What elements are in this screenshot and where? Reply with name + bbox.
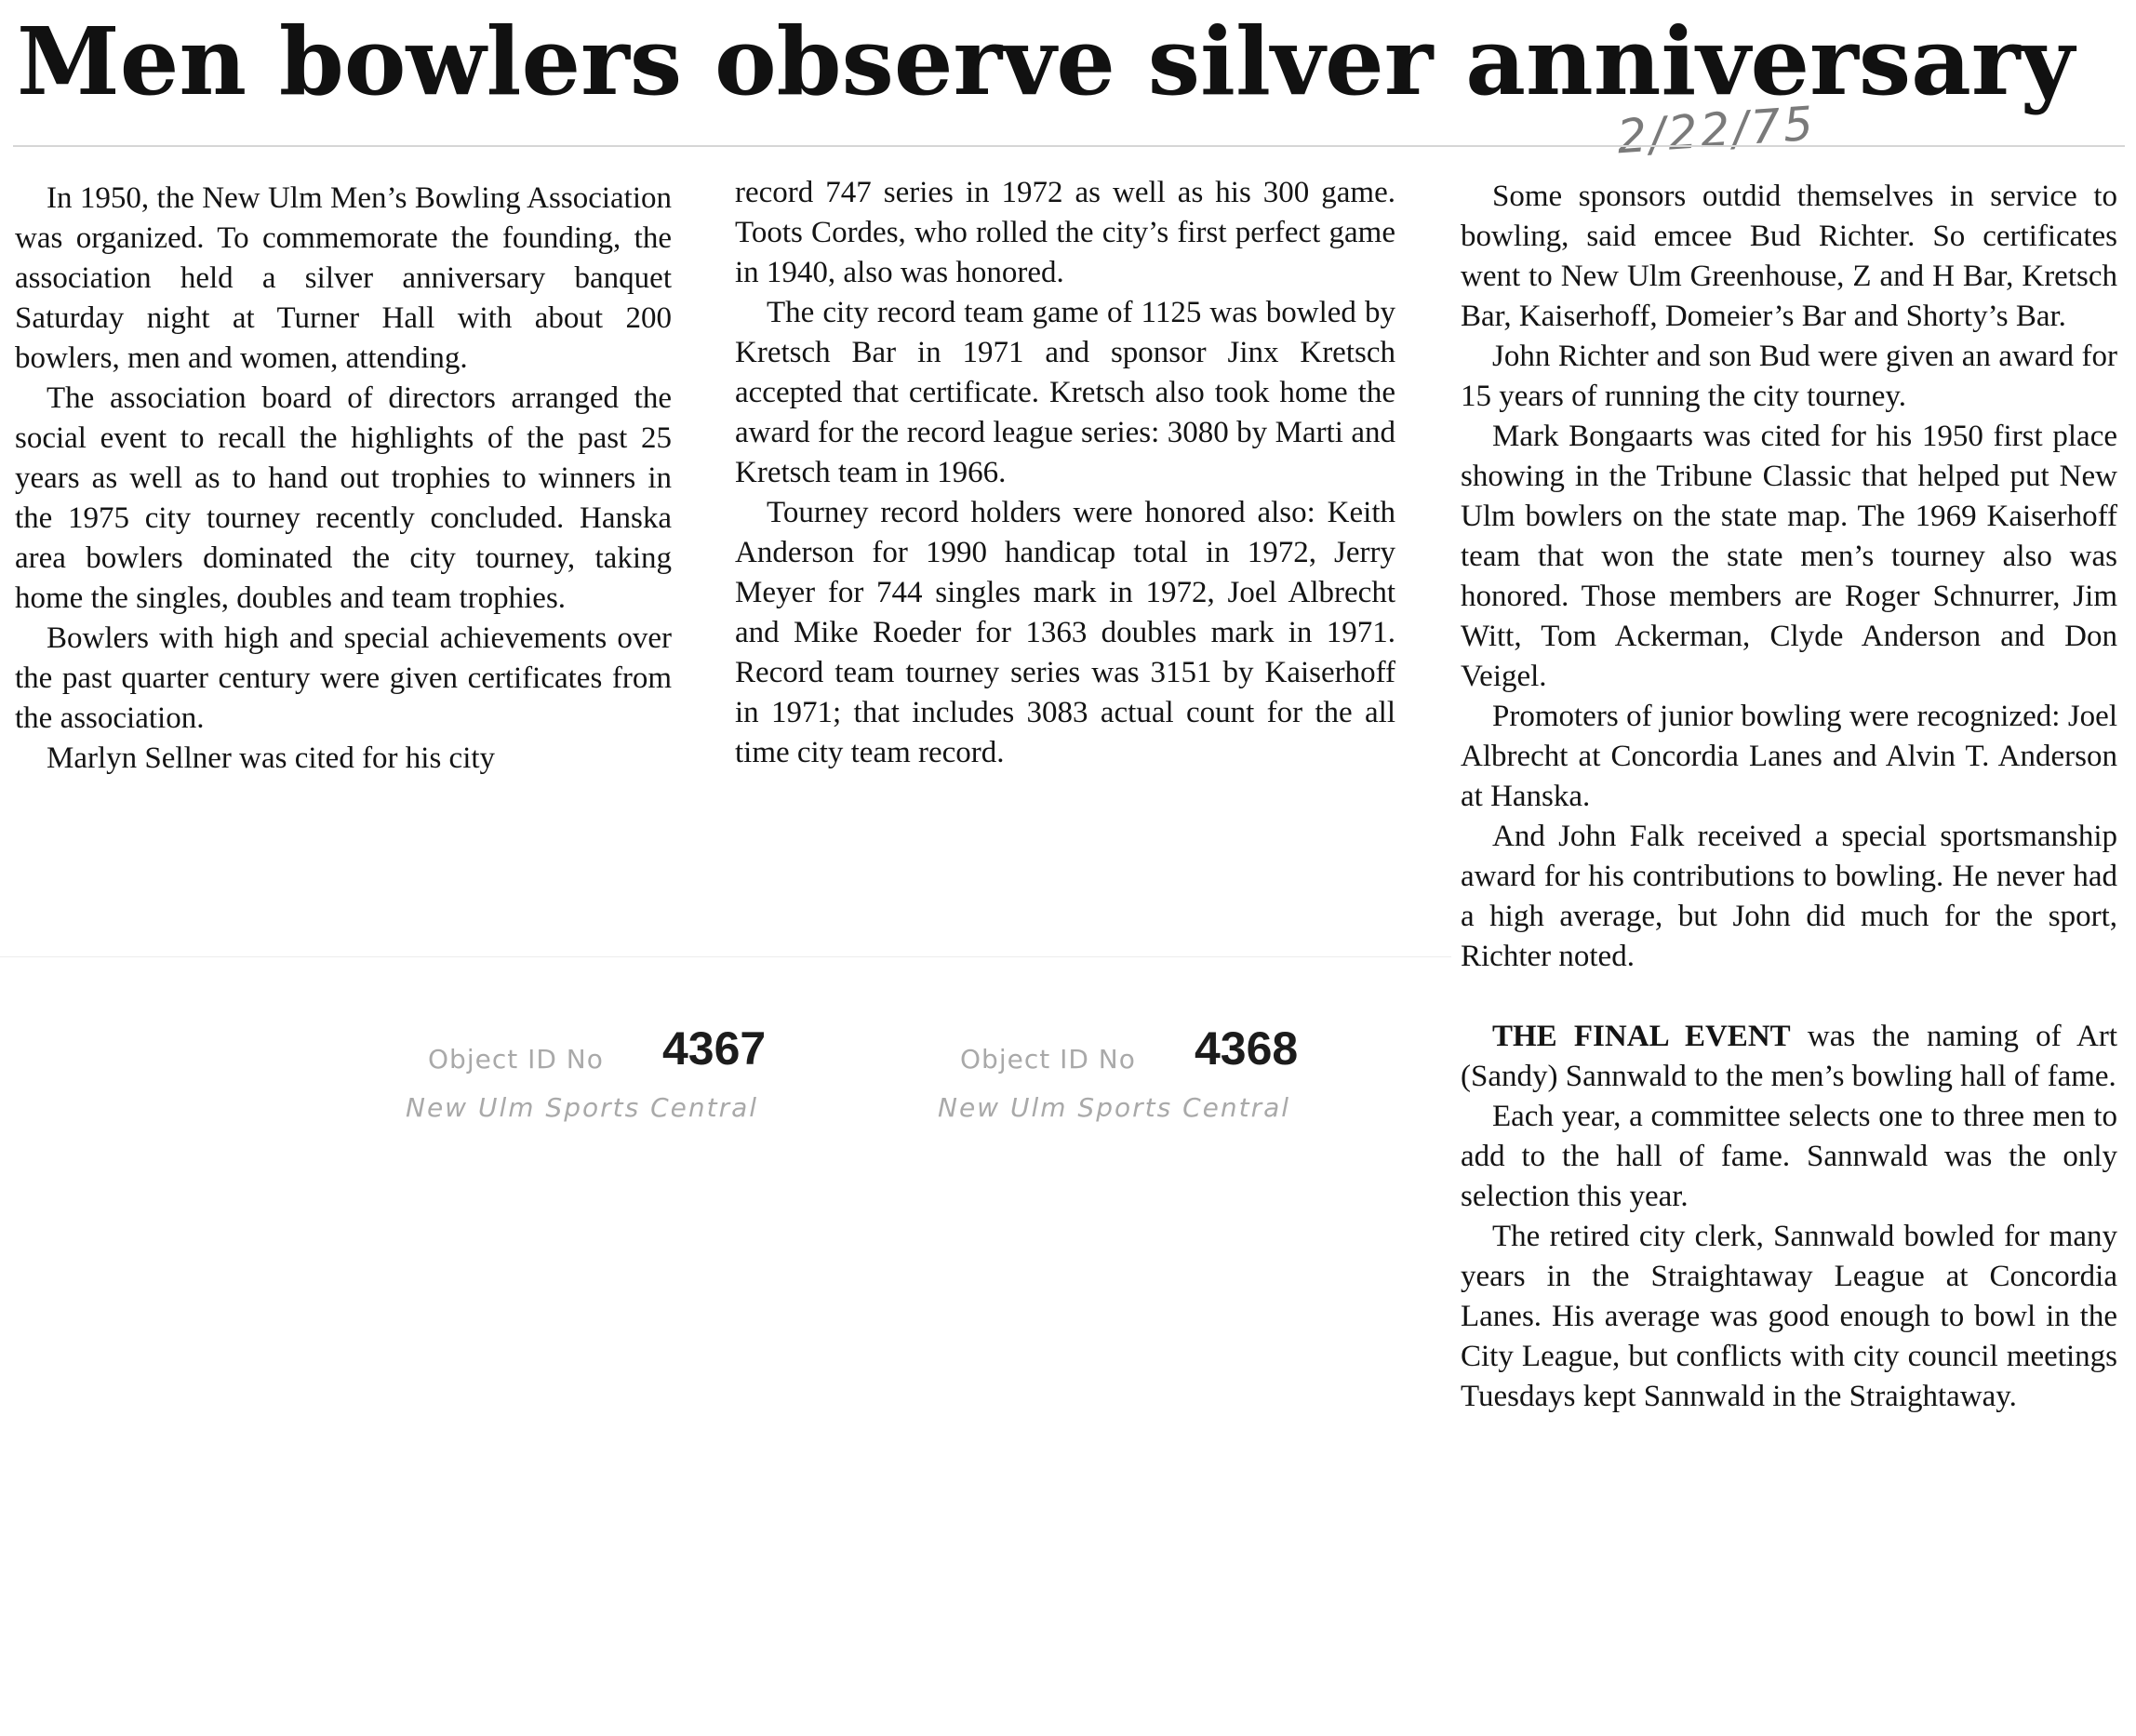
paragraph: Marlyn Sellner was cited for his city (47, 741, 496, 775)
handwritten-date: 2/22/75 (1615, 96, 1818, 165)
paragraph: Some sponsors outdid themselves in service to bowling, said emcee Bud Richter. So certificates went to New Ulm Greenhouse, Z and H Bar, Kretsch Bar, Kaiserhoff, Domeier’s Bar and Shorty’s Bar. (1461, 180, 2117, 333)
object-id-source: New Ulm Sports Central (406, 1092, 759, 1123)
article-column-1 (15, 179, 672, 779)
paragraph-continuation: record 747 series in 1972 as well as his 300 game. Toots Cordes, who rolled the city’s first perfect game in 1940, also was honored. (735, 176, 1395, 289)
paragraph: Tourney record holders were honored also: Keith Anderson for 1990 handicap total in 1972, Jerry Meyer for 744 singles mark in 1972, Joel Albrecht and Mike Roeder for 1363 doubles mark in 1971. Record team tourney series was 3151 by Kaiserhoff in 1971; that includes 3083 actual count for the all time city team record. (735, 496, 1395, 769)
paragraph: The retired city clerk, Sannwald bowled for many years in the Straightaway League at Concordia Lanes. His average was good enough to bowl in the City League, but conflicts with city council meetings Tuesdays kept Sannwald in the Straightaway. (1461, 1220, 2117, 1413)
paragraph: Mark Bongaarts was cited for his 1950 first place showing in the Tribune Classic that helped put New Ulm bowlers on the state map. The 1969 Kaiserhoff team that won the state men’s tourney also was honored. Those members are Roger Schnurrer, Jim Witt, Tom Ackerman, Clyde Anderson and Don Veigel. (1461, 420, 2117, 693)
paragraph: In 1950, the New Ulm Men’s Bowling Association was organized. To commemorate the founding, the association held a silver anniversary banquet Saturday night at Turner Hall with about 200 bowlers, men and women, attending. (15, 181, 672, 375)
object-id-stamp (400, 1020, 791, 1150)
article-column-3 (1461, 177, 2117, 1417)
object-id-label: Object ID No (428, 1044, 604, 1075)
object-id-source: New Ulm Sports Central (938, 1092, 1291, 1123)
paragraph: Bowlers with high and special achievements over the past quarter century were given certificates from the association. (15, 621, 672, 735)
article-column-2 (735, 173, 1395, 773)
paragraph: Promoters of junior bowling were recognized: Joel Albrecht at Concordia Lanes and Alvin T. Anderson at Hanska. (1461, 700, 2117, 813)
final-event-text: was the naming of Art (Sandy) Sannwald to the men’s bowling hall of fame. (1461, 1020, 2117, 1093)
paragraph: Each year, a committee selects one to three men to add to the hall of fame. Sannwald was the only selection this year. (1461, 1100, 2117, 1213)
final-event-lead: THE FINAL EVENT (1492, 1020, 1791, 1053)
paragraph: John Richter and son Bud were given an award for 15 years of running the city tourney. (1461, 340, 2117, 413)
paragraph: The association board of directors arranged the social event to recall the highlights of the past 25 years as well as to hand out trophies to winners in the 1975 city tourney recently concluded. Hanska area bowlers dominated the city tourney, taking home the singles, doubles and team trophies. (15, 381, 672, 615)
headline-rule (13, 145, 2125, 147)
object-id-stamp (932, 1020, 1323, 1150)
final-event-paragraph (1461, 1017, 2117, 1097)
paragraph: And John Falk received a special sportsmanship award for his contributions to bowling. He never had a high average, but John did much for the sport, Richter noted. (1461, 820, 2117, 973)
clipping-edge (0, 956, 1451, 957)
object-id-label: Object ID No (960, 1044, 1136, 1075)
object-id-number: 4367 (662, 1022, 767, 1075)
object-id-number: 4368 (1195, 1022, 1299, 1075)
headline: Men bowlers observe silver anniversary (17, 7, 2075, 116)
paragraph: The city record team game of 1125 was bowled by Kretsch Bar in 1971 and sponsor Jinx Kretsch accepted that certificate. Kretsch also took home the award for the record league series: 3080 by Marti and Kretsch team in 1966. (735, 296, 1395, 489)
